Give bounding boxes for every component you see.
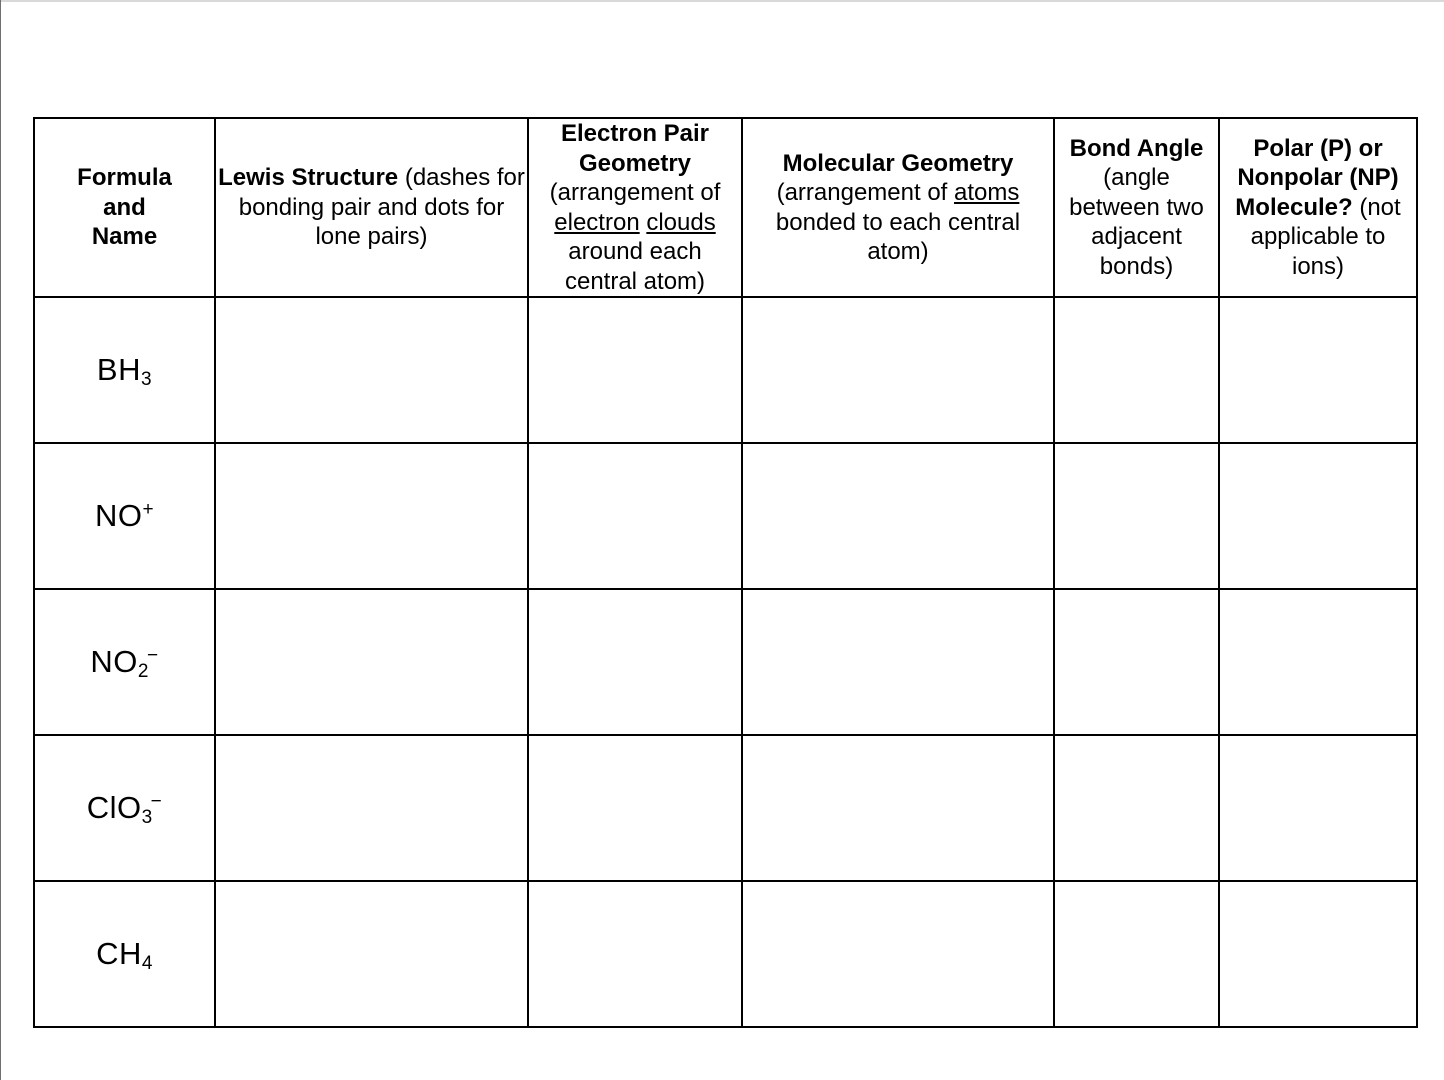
formula-subscript: 2 <box>137 661 149 682</box>
header-molecular-geometry <box>742 118 1054 297</box>
formula-cell <box>34 443 215 589</box>
bond-angle-cell[interactable] <box>1054 297 1219 443</box>
header-row <box>34 118 1417 297</box>
header-epg-line2 <box>529 208 741 238</box>
formula-base: BH <box>96 352 141 387</box>
polarity-cell[interactable] <box>1219 589 1417 735</box>
header-polarity-bold: Polar (P) or Nonpolar (NP) Molecule? <box>1235 134 1399 221</box>
formula-charge: + <box>142 499 155 520</box>
lewis-structure-cell[interactable] <box>215 443 528 589</box>
header-epg-underline-clouds: clouds <box>646 208 716 236</box>
header-lewis-bold: Lewis Structure <box>218 164 399 192</box>
electron-pair-geometry-cell[interactable] <box>528 881 742 1027</box>
electron-pair-geometry-cell[interactable] <box>528 443 742 589</box>
molecular-geometry-cell[interactable] <box>742 735 1054 881</box>
formula-charge: − <box>150 791 163 812</box>
formula-bh3 <box>96 352 153 390</box>
molecular-geometry-cell[interactable] <box>742 297 1054 443</box>
formula-clo3-minus <box>86 790 163 828</box>
formula-base: CH <box>96 936 142 971</box>
header-mg-line2: bonded to each central atom) <box>775 208 1021 265</box>
polarity-cell[interactable] <box>1219 735 1417 881</box>
bond-angle-cell[interactable] <box>1054 881 1219 1027</box>
table-row <box>34 589 1417 735</box>
bond-angle-cell[interactable] <box>1054 589 1219 735</box>
header-bond-angle <box>1054 118 1219 297</box>
lewis-structure-cell[interactable] <box>215 589 528 735</box>
header-formula-label: Formula and Name <box>77 164 172 251</box>
formula-cell <box>34 297 215 443</box>
header-polarity-desc: (not applicable to ions) <box>1250 193 1401 280</box>
bond-angle-cell[interactable] <box>1054 735 1219 881</box>
top-divider <box>0 0 1444 2</box>
molecular-geometry-table <box>33 117 1418 1028</box>
formula-no2-minus <box>90 644 159 682</box>
formula-cell <box>34 735 215 881</box>
header-epg-underline-electron: electron <box>554 208 640 236</box>
table-row <box>34 443 1417 589</box>
polarity-cell[interactable] <box>1219 443 1417 589</box>
table-row <box>34 297 1417 443</box>
formula-subscript: 4 <box>141 953 153 974</box>
header-polarity <box>1219 118 1417 297</box>
formula-subscript: 3 <box>141 807 153 828</box>
formula-ch4 <box>96 936 153 974</box>
header-mg-line1 <box>743 178 1053 208</box>
lewis-structure-cell[interactable] <box>215 881 528 1027</box>
formula-base: NO <box>94 498 143 533</box>
header-mg-bold: Molecular Geometry <box>782 149 1014 177</box>
table-row <box>34 881 1417 1027</box>
lewis-structure-cell[interactable] <box>215 297 528 443</box>
header-bond-angle-bold: Bond Angle <box>1069 134 1204 162</box>
formula-no-plus <box>95 498 154 533</box>
lewis-structure-cell[interactable] <box>215 735 528 881</box>
molecular-geometry-cell[interactable] <box>742 881 1054 1027</box>
header-epg-line1: (arrangement of <box>549 179 721 206</box>
header-epg-line3: around each central atom) <box>564 238 706 295</box>
polarity-cell[interactable] <box>1219 297 1417 443</box>
formula-charge: − <box>146 645 159 666</box>
bond-angle-cell[interactable] <box>1054 443 1219 589</box>
electron-pair-geometry-cell[interactable] <box>528 297 742 443</box>
table-row <box>34 735 1417 881</box>
header-formula <box>34 118 215 297</box>
molecular-geometry-cell[interactable] <box>742 443 1054 589</box>
formula-cell <box>34 589 215 735</box>
formula-cell <box>34 881 215 1027</box>
header-mg-underline-atoms: atoms <box>954 179 1020 206</box>
electron-pair-geometry-cell[interactable] <box>528 735 742 881</box>
header-lewis-desc: (dashes for bonding pair and dots for lone pairs) <box>238 164 525 251</box>
header-polarity-text <box>1227 134 1409 282</box>
polarity-cell[interactable] <box>1219 881 1417 1027</box>
header-lewis-structure <box>215 118 528 297</box>
molecular-geometry-cell[interactable] <box>742 589 1054 735</box>
header-electron-pair-geometry <box>528 118 742 297</box>
formula-subscript: 3 <box>141 369 153 390</box>
header-bond-angle-desc: (angle between two adjacent bonds) <box>1069 164 1204 280</box>
electron-pair-geometry-cell[interactable] <box>528 589 742 735</box>
formula-base: NO <box>90 644 138 679</box>
formula-base: ClO <box>86 790 142 825</box>
header-epg-bold: Electron Pair Geometry <box>560 120 710 177</box>
left-divider <box>0 0 1 1080</box>
header-mg-desc-start: (arrangement of <box>776 179 948 206</box>
